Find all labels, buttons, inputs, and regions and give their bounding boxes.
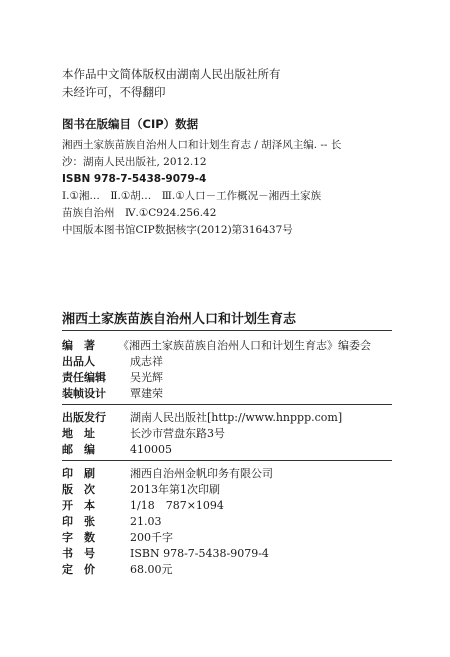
printing-label: 版 次 — [62, 483, 95, 496]
printing-value: ISBN 978-7-5438-9079-4 — [130, 547, 269, 560]
cip-isbn: ISBN 978-7-5438-9079-4 — [62, 173, 207, 185]
credit-value: 成志祥 — [130, 355, 163, 368]
credit-label: 编 著 — [62, 339, 95, 352]
printing-label: 印 张 — [62, 515, 95, 528]
credit-label: 出品人 — [62, 355, 95, 368]
publisher-label: 出版发行 — [62, 411, 106, 424]
credit-value: 覃建荣 — [130, 387, 163, 400]
printing-label: 书 号 — [62, 547, 95, 560]
credit-value: 吴光辉 — [130, 371, 163, 384]
cip-line-4: Ⅰ.①湘… Ⅱ.①胡… Ⅲ.①人口－工作概况－湘西土家族 — [62, 190, 322, 202]
printing-label: 定 价 — [62, 563, 95, 576]
printing-value: 200千字 — [130, 531, 173, 544]
printing-label: 开 本 — [62, 499, 95, 512]
credit-label: 责任编辑 — [62, 371, 106, 384]
cip-heading: 图书在版编目（CIP）数据 — [62, 117, 199, 131]
cip-line-2: 沙：湖南人民出版社, 2012.12 — [62, 156, 207, 168]
cip-line-5: 苗族自治州 Ⅳ.①C924.256.42 — [62, 207, 217, 219]
copyright-line-2: 未经许可，不得翻印 — [62, 85, 166, 99]
cip-line-6: 中国版本图书馆CIP数据核字(2012)第316437号 — [62, 224, 293, 236]
publisher-label: 邮 编 — [62, 443, 95, 456]
section-rule — [62, 460, 392, 461]
printing-value: 1/18 787×1094 — [130, 499, 224, 512]
printing-value: 湘西自治州金帆印务有限公司 — [130, 467, 273, 480]
book-title: 湘西土家族苗族自治州人口和计划生育志 — [62, 312, 297, 327]
printing-label: 字 数 — [62, 531, 95, 544]
publisher-value: 湖南人民出版社[http://www.hnppp.com] — [130, 411, 343, 424]
title-rule — [62, 330, 392, 331]
publisher-value: 长沙市营盘东路3号 — [130, 427, 225, 440]
section-rule — [62, 404, 392, 405]
publisher-label: 地 址 — [62, 427, 95, 440]
printing-value: 68.00元 — [130, 563, 173, 576]
printing-label: 印 刷 — [62, 467, 95, 480]
copyright-line-1: 本作品中文简体版权由湖南人民出版社所有 — [62, 67, 281, 81]
printing-value: 2013年第1次印刷 — [130, 483, 220, 496]
publisher-value: 410005 — [130, 443, 172, 456]
printing-value: 21.03 — [130, 515, 162, 528]
credit-label: 装帧设计 — [62, 387, 106, 400]
cip-line-1: 湘西土家族苗族自治州人口和计划生育志 / 胡泽风主编. -- 长 — [62, 139, 342, 151]
credit-value: 《湘西土家族苗族自治州人口和计划生育志》编委会 — [118, 339, 371, 352]
